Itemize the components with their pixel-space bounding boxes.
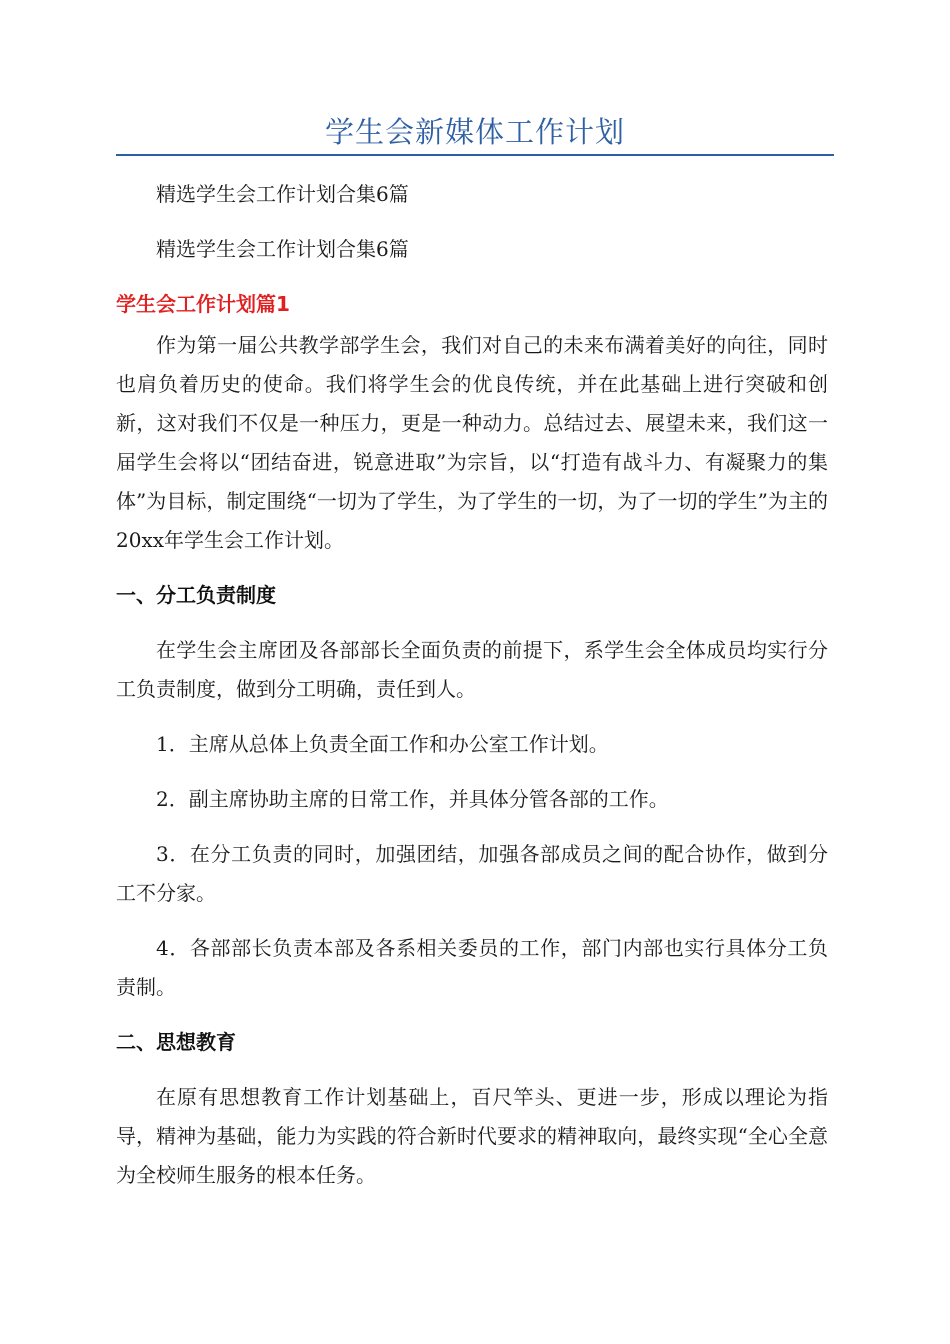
section-heading: 学生会工作计划篇1 [116, 292, 290, 316]
list-item-3: 3．在分工负责的同时，加强团结，加强各部成员之间的配合协作，做到分工不分家。 [116, 842, 828, 905]
subtitle-line-2: 精选学生会工作计划合集6篇 [156, 237, 409, 261]
heading-division-of-labor: 一、分工负责制度 [116, 583, 276, 607]
list-item-2: 2．副主席协助主席的日常工作，并具体分管各部的工作。 [156, 787, 669, 811]
list-item-1: 1．主席从总体上负责全面工作和办公室工作计划。 [156, 732, 609, 756]
intro-paragraph: 作为第一届公共教学部学生会，我们对自己的未来布满着美好的向往，同时也肩负着历史的使命。我们将学生会的优良传统，并在此基础上进行突破和创新，这对我们不仅是一种压力，更是一种动力。总结过去、展望未来，我们这一届学生会将以“团结奋进，锐意进取”为宗旨，以“打造有战斗力、有凝聚力的集体”为目标，制定围绕“一切为了学生，为了学生的一切，为了一切的学生”为主的20xx年学生会工作计划。 [116, 333, 828, 552]
document-title: 学生会新媒体工作计划 [324, 115, 625, 149]
title-underline [116, 154, 834, 156]
subtitle-line-1: 精选学生会工作计划合集6篇 [156, 182, 409, 206]
heading-ideological-education: 二、思想教育 [116, 1030, 236, 1054]
paragraph-division-of-labor: 在学生会主席团及各部部长全面负责的前提下，系学生会全体成员均实行分工负责制度，做到分工明确，责任到人。 [116, 638, 828, 701]
paragraph-ideological-education: 在原有思想教育工作计划基础上，百尺竿头、更进一步，形成以理论为指导，精神为基础，能力为实践的符合新时代要求的精神取向，最终实现“全心全意为全校师生服务的根本任务。 [116, 1085, 828, 1187]
document-body [116, 175, 828, 1211]
list-item-4: 4．各部部长负责本部及各系相关委员的工作，部门内部也实行具体分工负责制。 [116, 936, 828, 999]
